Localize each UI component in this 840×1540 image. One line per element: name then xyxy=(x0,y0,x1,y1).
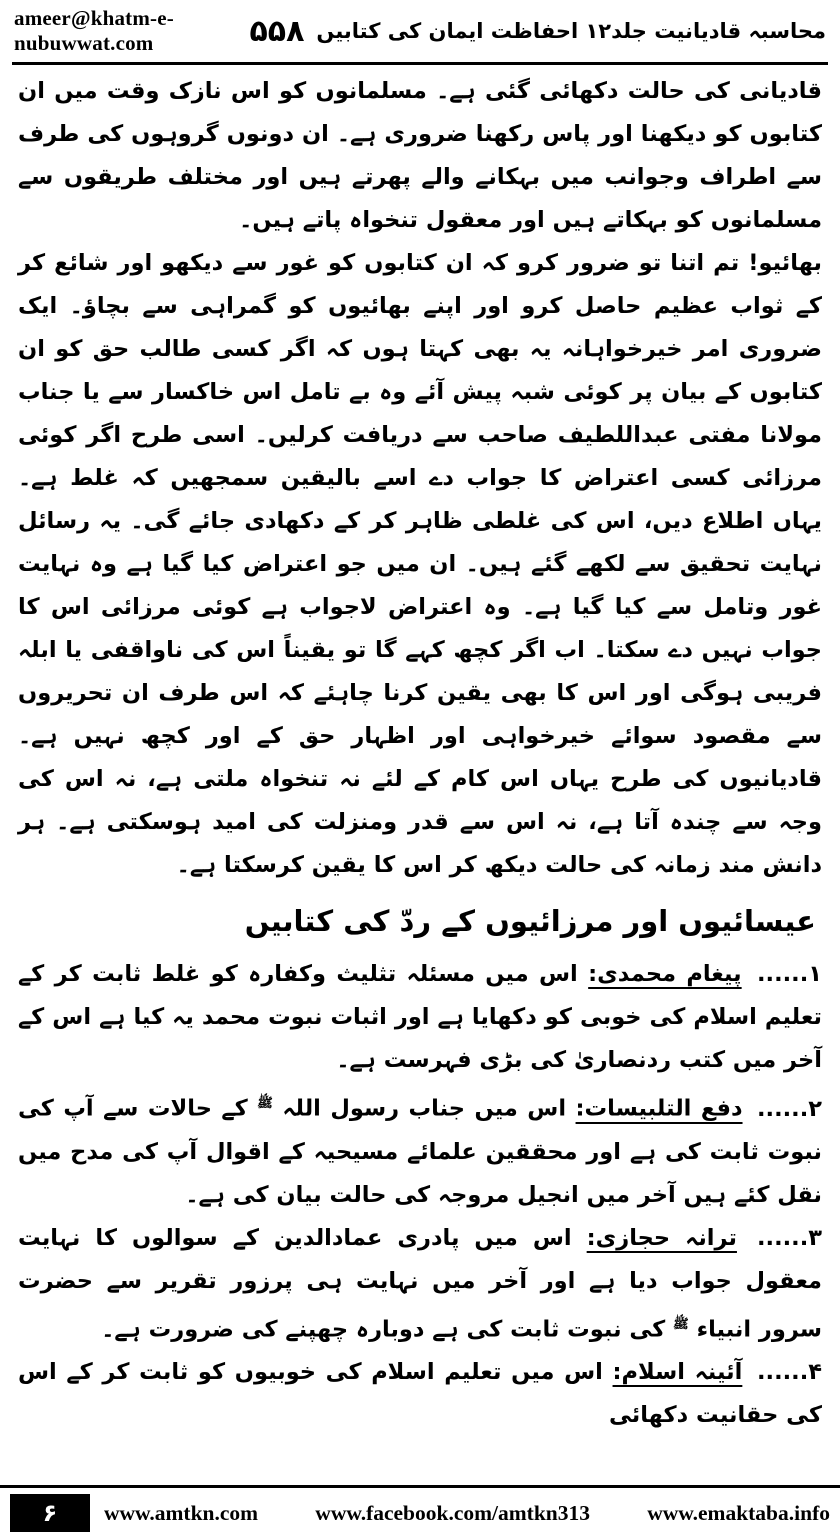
header-divider xyxy=(12,62,828,65)
paragraph-2: بھائیو! تم اتنا تو ضرور کرو کہ ان کتابوں کو غور سے دیکھو اور شائع کر کے ثواب عظیم حاصل کرو اور اپنے بھائیوں کو گمراہی سے بچاؤ۔ ایک ضروری امر خیرخواہانہ یہ بھی کہتا ہوں کہ اگر کسی طالب حق کو ان کتابوں کے بیان پر کوئی شبہ پیش آئے وہ بے تامل اس خاکسار سے یا جناب مولانا مفتی عبداللطیف صاحب سے دریافت کرلیں۔ اسی طرح اگر کوئی مرزائی کسی اعتراض کا جواب دے اسے بالیقین سمجھیں کہ غلط ہے۔ یہاں اطلاع دیں، اس کی غلطی ظاہر کر کے دکھادی جائے گی۔ یہ رسائل نہایت تحقیق سے لکھے گئے ہیں۔ ان میں جو اعتراض کیا گیا ہے وہ نہایت غور وتامل سے کیا گیا ہے۔ وہ اعتراض لاجواب ہے کوئی مرزائی اس کا جواب نہیں دے سکتا۔ اب اگر کچھ کہے گا تو یقیناً اس کی ناواقفی یا ابلہ فریبی ہوگی اور اس کا بھی یقین کرنا چاہئے کہ اس طرف ان تحریروں سے مقصود سوائے خیرخواہی اور اظہار حق کے اور کچھ نہیں ہے۔ قادیانیوں کی طرح یہاں اس کام کے لئے نہ تنخواہ ملتی ہے، نہ اس کی وجہ سے چندہ آتا ہے، نہ اس سے قدر ومنزلت کی امید ہوسکتی ہے۔ ہر دانش مند زمانہ کی حالت دیکھ کر اس کا یقین کرسکتا ہے۔ xyxy=(18,250,822,878)
salutation-glyph: ﷺ xyxy=(257,1096,273,1111)
book-number: ۳...... xyxy=(756,1224,822,1251)
page-header xyxy=(14,2,826,60)
salutation-glyph: ﷺ xyxy=(673,1316,689,1332)
footer-page-box: ۶ xyxy=(10,1494,90,1532)
section-heading: عیسائیوں اور مرزائیوں کے ردّ کی کتابیں xyxy=(244,904,816,938)
book-description: اس میں پادری عمادالدین کے سوالوں کا نہایت معقول جواب دیا ہے اور آخر میں نہایت ہی پرزور تقریر سے حضرت سرور انبیاء xyxy=(18,1224,822,1342)
book-number: ۲...... xyxy=(756,1095,823,1122)
footer-link-emaktaba[interactable]: www.emaktaba.info xyxy=(647,1500,830,1525)
footer-links xyxy=(104,1494,830,1532)
page-footer xyxy=(0,1485,840,1540)
book-title: آئینہ اسلام: xyxy=(612,1359,743,1385)
book-number: ۱...... xyxy=(756,961,823,987)
book-number: ۴...... xyxy=(756,1359,823,1385)
book-description: اس میں مسئلہ تثلیث وکفارہ کو غلط ثابت کر کے تعلیم اسلام کی خوبی کو دکھایا ہے اور اثبات نبوت محمد یہ کیا ہے اس کے آخر میں کتب ردنصاریٰ کی بڑی فہرست ہے۔ xyxy=(18,961,822,1073)
header-email[interactable]: ameer@khatm-e-nubuwwat.com xyxy=(14,6,174,55)
book-title: ترانہ حجازی: xyxy=(586,1224,737,1251)
book-title: پیغام محمدی: xyxy=(588,961,742,987)
footer-link-facebook[interactable]: www.facebook.com/amtkn313 xyxy=(315,1500,591,1525)
paragraph-1: قادیانی کی حالت دکھائی گئی ہے۔ مسلمانوں کو اس نازک وقت میں ان کتابوں کو دیکھنا اور پاس رکھنا ضروری ہے۔ ان دونوں گروہوں کی طرف سے اطراف وجوانب میں بہکانے والے پھرتے ہیں اور مختلف طریقوں سے مسلمانوں کو بہکاتے ہیں اور معقول تنخواہ پاتے ہیں۔ xyxy=(18,78,822,233)
page-body xyxy=(18,70,822,1437)
book-item-3 xyxy=(18,1217,822,1352)
header-page-number: ۵۵۸ xyxy=(249,13,305,49)
book-description: اس میں جناب رسول اللہ xyxy=(282,1095,567,1122)
book-description: اس میں تعلیم اسلام کی خوبیوں کو ثابت کر کے اس کی حقانیت دکھائی xyxy=(18,1359,822,1428)
book-title: دفع التلبیسات: xyxy=(575,1095,743,1122)
book-item-1 xyxy=(18,953,822,1082)
header-book-title: محاسبہ قادیانیت جلد۱۲ احفاظت ایمان کی کتابیں xyxy=(316,19,826,43)
footer-link-amtkn[interactable]: www.amtkn.com xyxy=(104,1500,259,1525)
book-description-cont: کے حالات سے آپ کی نبوت ثابت کی ہے اور محققین علمائے مسیحیہ کے اقوال آپ کی مدح میں نقل کئے ہیں آخر میں انجیل مروجہ کی حالت بیان کی ہے۔ xyxy=(18,1095,822,1208)
book-item-4 xyxy=(18,1351,822,1437)
book-description-cont: کی نبوت ثابت کی ہے دوبارہ چھپنے کی ضرورت ہے۔ xyxy=(101,1316,666,1342)
book-item-2 xyxy=(18,1082,822,1217)
